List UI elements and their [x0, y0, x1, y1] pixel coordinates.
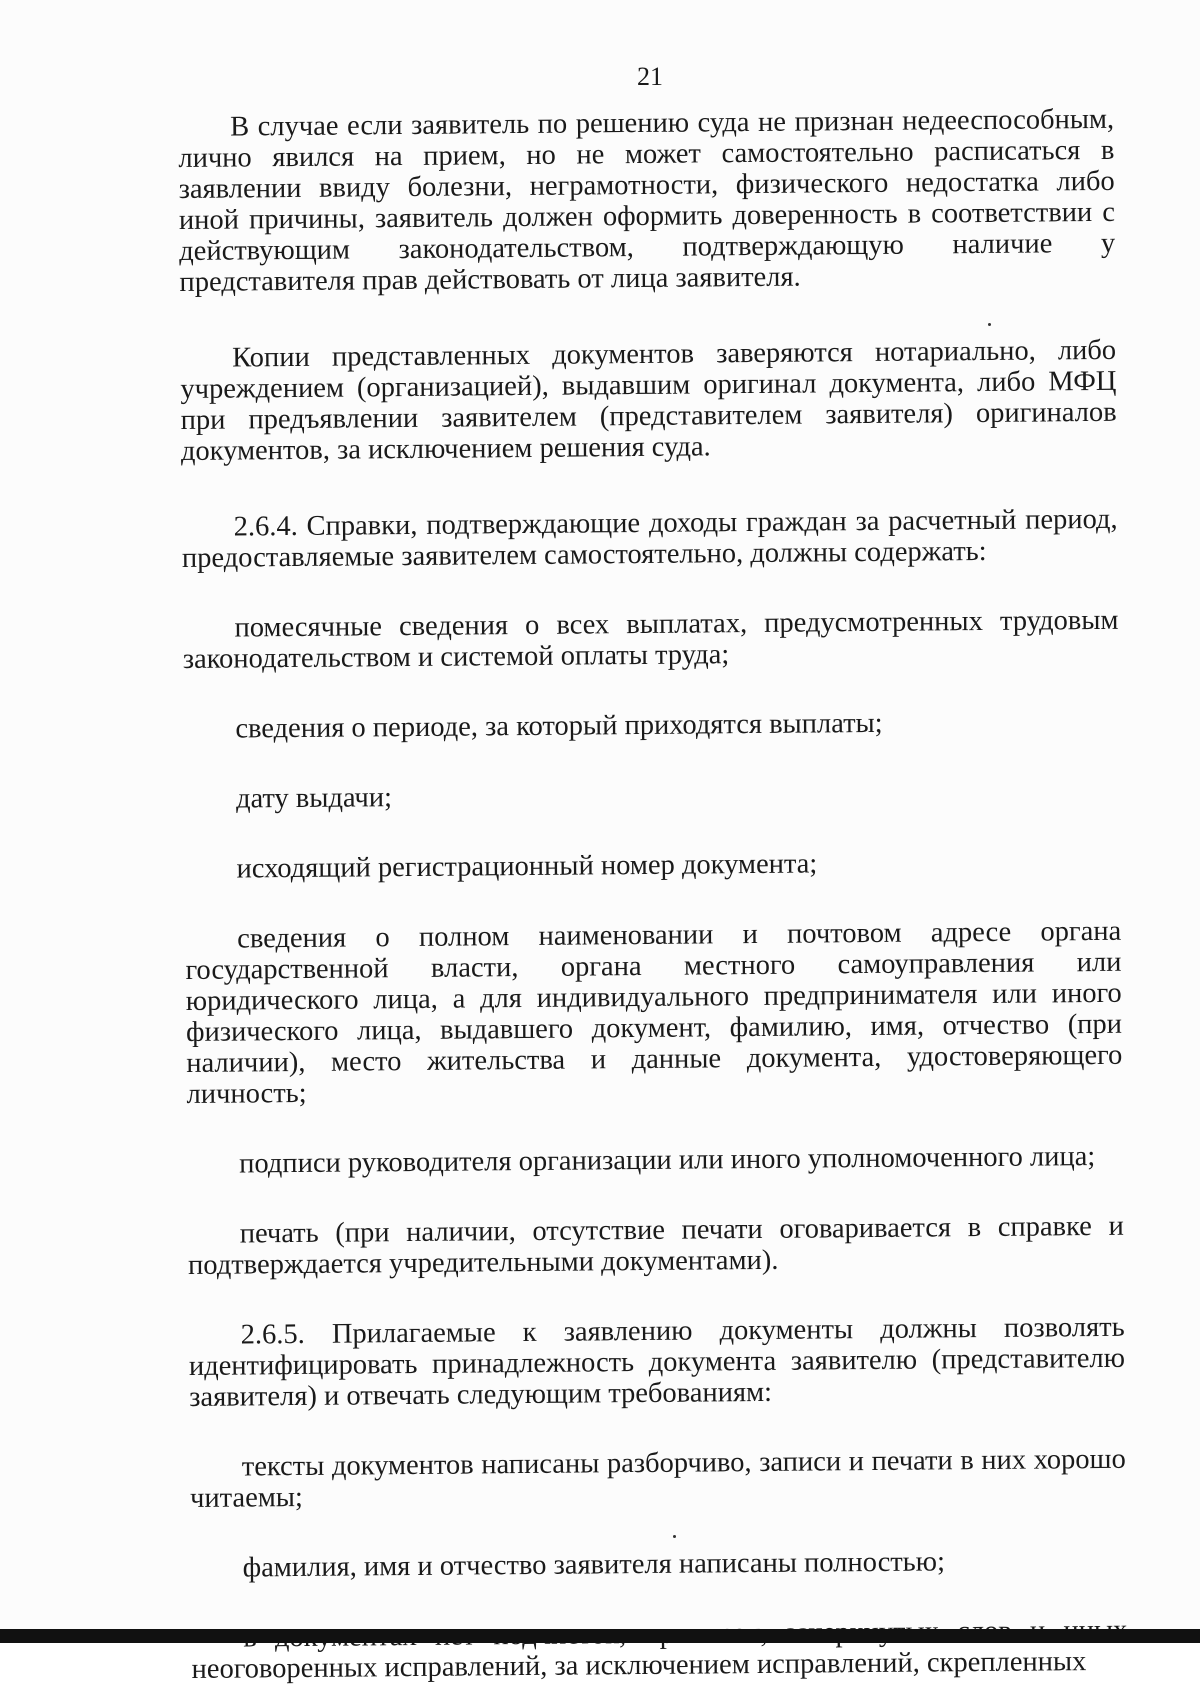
document-body	[178, 104, 1128, 1685]
paragraph-2-6-4-heading: 2.6.4. Справки, подтверждающие доходы граждан за расчетный период, предоставляемые заявителем самостоятельно, должны содержать:	[181, 503, 1118, 574]
list-item-no-corrections: неоговоренных исправлений, за исключением исправлений, скрепленных	[191, 1646, 1087, 1685]
scan-speck	[988, 323, 991, 326]
paragraph-copies-certification: Копии представленных документов заверяются нотариально, либо учреждением (организацией), выдавшим оригинал документа, либо МФЦ при предъявлении заявителем (представителем заявителя) оригиналов документов, за исключением решения суда.	[180, 334, 1117, 467]
paragraph-incapacity-proxy: В случае если заявитель по решению суда не признан недееспособным, лично явился на прием, но не может самостоятельно расписаться в заявлении ввиду болезни, неграмотности, физического недостатка либо иной причины, заявитель должен оформить доверенность в соответствии с действующим законодательством, подтверждающую наличие у представителя прав действовать от лица заявителя.	[178, 103, 1116, 298]
paragraph-2-6-5-heading: 2.6.5. Прилагаемые к заявлению документы должны позволять идентифицировать принадлежность документа заявителю (представителю заявителя) и отвечать следующим требованиям:	[188, 1311, 1126, 1413]
list-item-period-info: сведения о периоде, за который приходятся выплаты;	[235, 707, 883, 745]
list-item-signatures: подписи руководителя организации или иного уполномоченного лица;	[239, 1141, 1096, 1180]
list-item-full-name: фамилия, имя и отчество заявителя написаны полностью;	[242, 1546, 946, 1584]
list-item-seal: печать (при наличии, отсутствие печати оговаривается в справке и подтверждается учредительными документами).	[187, 1210, 1124, 1281]
scan-speck	[673, 1535, 676, 1538]
list-item-issue-date: дату выдачи;	[235, 782, 393, 815]
scan-edge-bar	[0, 1629, 1200, 1643]
list-item-registration-number: исходящий регистрационный номер документа;	[236, 848, 818, 885]
list-item-monthly-payments: помесячные сведения о всех выплатах, предусмотренных трудовым законодательством и системой оплаты труда;	[182, 604, 1119, 675]
page-number: 21	[637, 62, 663, 91]
list-item-issuer-details: сведения о полном наименовании и почтовом адресе органа государственной власти, органа местного самоуправления или юридического лица, а для индивидуального предпринимателя или иного физического лица, выдавшего документ, фамилию, имя, отчество (при наличии), место жительства и данные документа, удостоверяющего личность;	[185, 915, 1123, 1110]
list-item-legible-texts: тексты документов написаны разборчиво, записи и печати в них хорошо читаемы;	[189, 1443, 1126, 1514]
